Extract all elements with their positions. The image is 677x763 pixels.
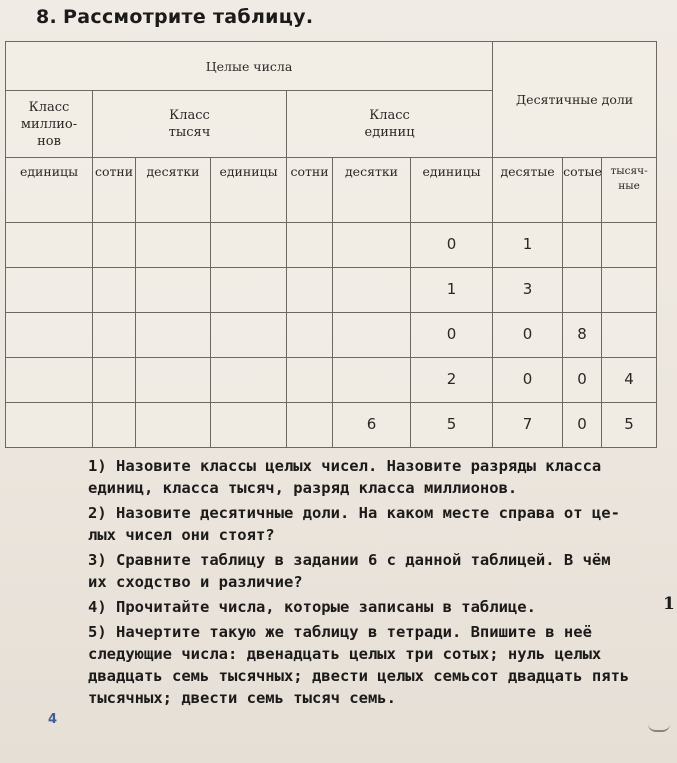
rank-header: единицы — [211, 158, 287, 223]
task-item — [88, 596, 648, 618]
table-cell — [493, 358, 563, 403]
table-cell — [6, 358, 93, 403]
cell-digit: 6 — [366, 415, 377, 433]
rank-header: десятки — [136, 158, 211, 223]
table-cell — [287, 223, 333, 268]
table-cell — [211, 313, 287, 358]
cell-digit: 0 — [446, 235, 457, 253]
rank-header: сотые — [563, 158, 602, 223]
class-millions-line: Класс — [28, 99, 70, 115]
table-cell — [333, 358, 411, 403]
rank-header-line: тысяч- — [610, 165, 648, 177]
table-row — [6, 313, 657, 358]
table-cell — [136, 268, 211, 313]
page-number: 4 — [48, 712, 58, 727]
rank-header: единицы — [411, 158, 493, 223]
table-cell — [93, 403, 136, 448]
table-cell — [93, 268, 136, 313]
task-list — [88, 455, 648, 712]
task-line: 3) Сравните таблицу в задании 6 с данной таблицей. В чём — [88, 551, 611, 569]
decimal-fractions-header: Десятичные доли — [493, 42, 657, 158]
table-cell — [602, 223, 657, 268]
table-cell — [136, 358, 211, 403]
cell-digit: 0 — [522, 370, 533, 388]
cell-digit: 7 — [522, 415, 533, 433]
table-cell — [287, 358, 333, 403]
table-cell — [6, 313, 93, 358]
table-cell — [211, 403, 287, 448]
rank-header: сотни — [93, 158, 136, 223]
table-cell — [287, 403, 333, 448]
table-cell — [333, 268, 411, 313]
table-cell — [602, 313, 657, 358]
rank-header: единицы — [6, 158, 93, 223]
table-cell — [411, 268, 493, 313]
table-cell — [211, 268, 287, 313]
table-cell — [93, 313, 136, 358]
table-cell — [563, 223, 602, 268]
table-cell — [333, 223, 411, 268]
table-cell — [411, 403, 493, 448]
exercise-number: 8. — [36, 6, 58, 28]
whole-numbers-header: Целые числа — [6, 42, 493, 91]
table-cell — [6, 403, 93, 448]
table-cell — [287, 313, 333, 358]
table-row — [6, 403, 657, 448]
table-cell — [6, 223, 93, 268]
cell-digit: 0 — [577, 370, 587, 388]
table-cell — [563, 313, 602, 358]
table-cell — [136, 403, 211, 448]
table-cell — [411, 223, 493, 268]
cell-digit: 1 — [522, 235, 533, 253]
class-millions-header — [6, 91, 93, 158]
rank-header: сотни — [287, 158, 333, 223]
cell-digit: 1 — [446, 280, 457, 298]
class-thousands-line: тысяч — [168, 125, 211, 140]
cell-digit: 8 — [577, 325, 587, 343]
class-millions-line: миллио- — [20, 116, 78, 132]
table-cell — [493, 313, 563, 358]
rank-header: десятые — [493, 158, 563, 223]
table-cell — [602, 403, 657, 448]
cell-digit: 0 — [577, 415, 587, 433]
cell-digit: 5 — [446, 415, 457, 433]
task-item — [88, 502, 648, 546]
table-cell — [411, 313, 493, 358]
class-units-line: единиц — [364, 125, 415, 140]
table-cell — [563, 403, 602, 448]
class-thousands-header — [93, 91, 287, 158]
table-cell — [563, 268, 602, 313]
task-item — [88, 621, 648, 709]
task-line: двадцать семь тысячных; двести целых семьсот двадцать пять — [88, 667, 630, 685]
class-units-header — [287, 91, 493, 158]
table-cell — [136, 223, 211, 268]
table-cell — [602, 358, 657, 403]
table-body — [6, 223, 657, 448]
cell-digit: 4 — [624, 370, 634, 388]
margin-mark: 1 — [663, 594, 675, 614]
table-row — [6, 268, 657, 313]
place-value-table — [5, 41, 657, 448]
task-line: 1) Назовите классы целых чисел. Назовите разряды класса — [88, 457, 602, 475]
table-row — [6, 223, 657, 268]
cell-digit: 0 — [522, 325, 533, 343]
task-item — [88, 549, 648, 593]
table-cell — [211, 223, 287, 268]
table-cell — [411, 358, 493, 403]
task-line: тысячных; двести семь тысяч семь. — [88, 689, 396, 707]
task-line: 2) Назовите десятичные доли. На каком месте справа от це- — [88, 504, 620, 522]
task-item — [88, 455, 648, 499]
table-cell — [6, 268, 93, 313]
table-cell — [493, 223, 563, 268]
task-line: единиц, класса тысяч, разряд класса миллионов. — [88, 479, 518, 497]
table-cell — [93, 358, 136, 403]
table-cell — [333, 403, 411, 448]
task-line: лых чисел они стоят? — [88, 526, 275, 544]
task-line: следующие числа: двенадцать целых три сотых; нуль целых — [88, 645, 602, 663]
task-line: их сходство и различие? — [88, 573, 303, 591]
rank-header-line: ные — [618, 180, 640, 192]
cell-digit: 2 — [446, 370, 457, 388]
exercise-title — [36, 6, 313, 28]
table-cell — [493, 268, 563, 313]
task-line: 4) Прочитайте числа, которые записаны в таблице. — [88, 598, 536, 616]
table-cell — [287, 268, 333, 313]
cell-digit: 3 — [522, 280, 533, 298]
task-line: 5) Начертите такую же таблицу в тетради. Впишите в неё — [88, 623, 592, 641]
cell-digit: 0 — [446, 325, 457, 343]
table-cell — [493, 403, 563, 448]
table-cell — [563, 358, 602, 403]
rank-header: десятки — [333, 158, 411, 223]
table-cell — [211, 358, 287, 403]
cell-digit: 5 — [624, 415, 634, 433]
table-row — [6, 358, 657, 403]
table-cell — [602, 268, 657, 313]
table-cell — [333, 313, 411, 358]
table-cell — [93, 223, 136, 268]
class-millions-line: нов — [37, 133, 61, 149]
class-thousands-line: Класс — [169, 108, 210, 123]
class-units-line: Класс — [369, 108, 410, 123]
exercise-heading: Рассмотрите таблицу. — [63, 6, 314, 28]
table-cell — [136, 313, 211, 358]
rank-header-thousandths — [602, 158, 657, 223]
